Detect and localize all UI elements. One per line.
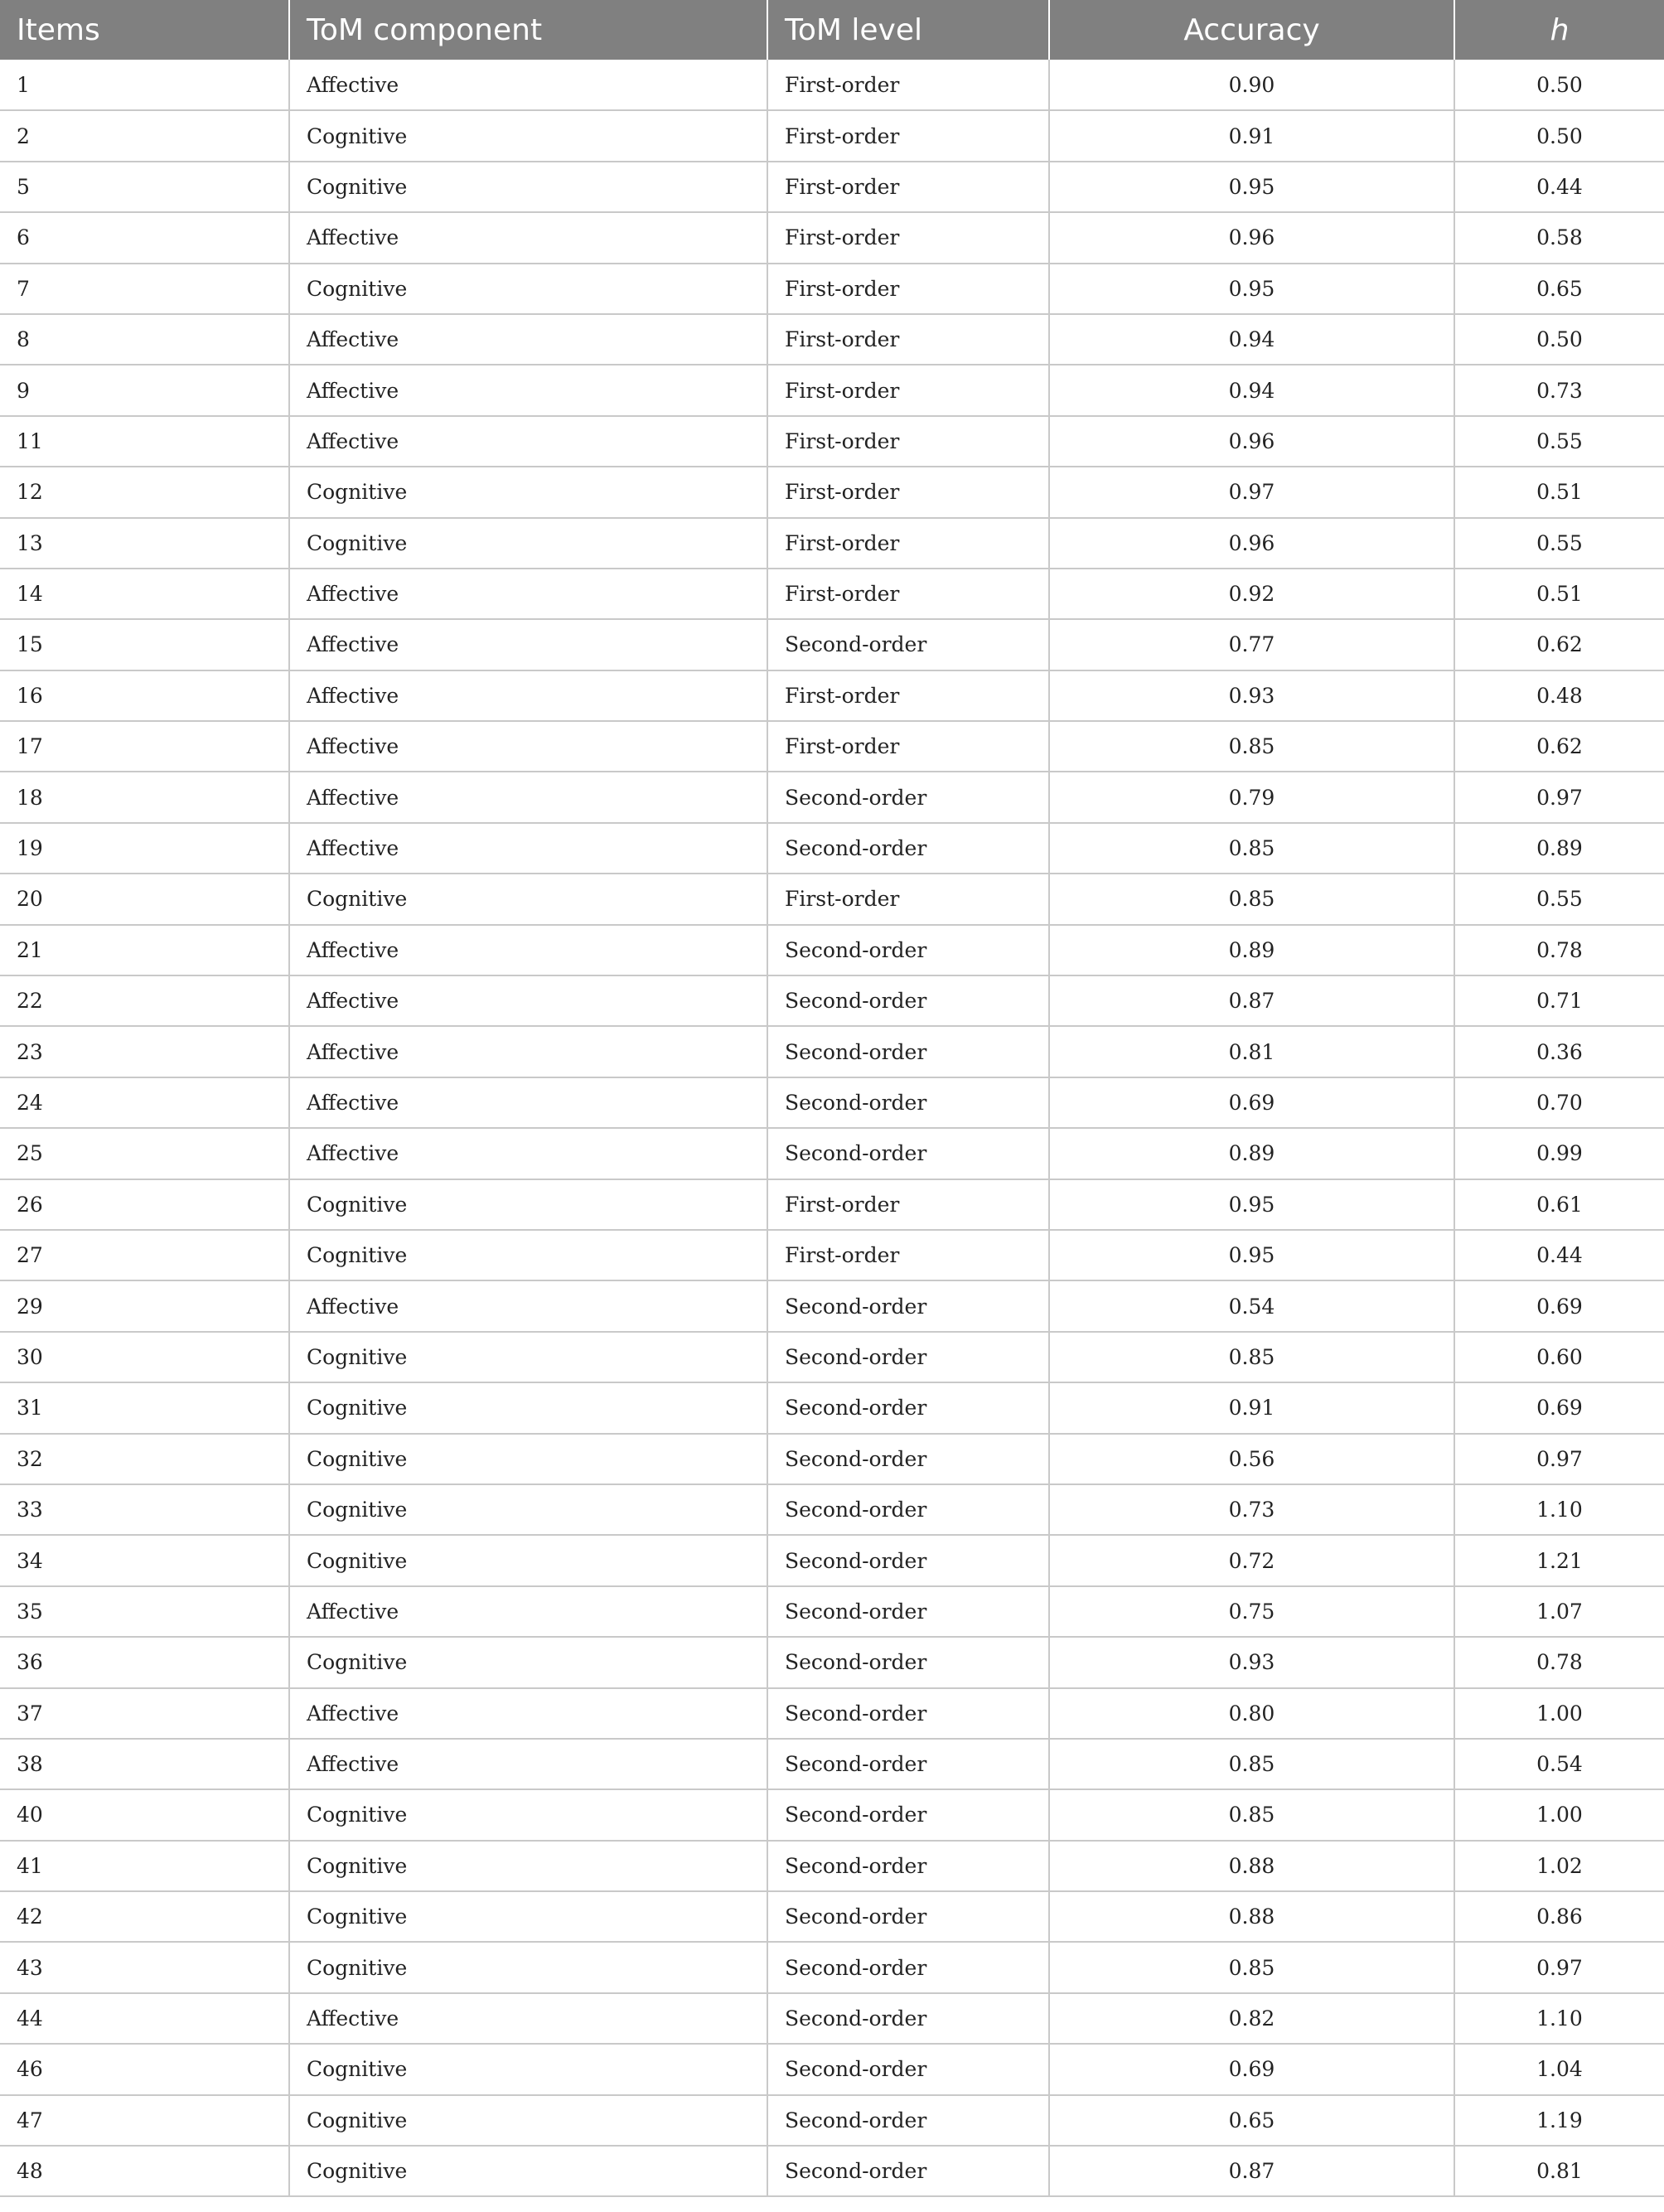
tom-component-cell: Affective xyxy=(289,925,767,975)
item-cell: 36 xyxy=(0,1637,289,1687)
table-row xyxy=(0,416,1664,467)
item-cell: 15 xyxy=(0,619,289,670)
accuracy-cell: 0.85 xyxy=(1049,874,1454,924)
header-tom-level: ToM level xyxy=(767,0,1049,60)
tom-component-cell: Cognitive xyxy=(289,1942,767,1992)
tom-component-cell: Affective xyxy=(289,212,767,263)
header-items: Items xyxy=(0,0,289,60)
tom-level-cell: First-order xyxy=(767,1179,1049,1230)
accuracy-cell: 0.72 xyxy=(1049,1535,1454,1585)
tom-level-cell: First-order xyxy=(767,365,1049,415)
table-row xyxy=(0,1230,1664,1280)
h-cell: 0.69 xyxy=(1454,1280,1664,1331)
table-row xyxy=(0,1789,1664,1840)
table-row xyxy=(0,467,1664,517)
h-cell: 0.97 xyxy=(1454,772,1664,822)
h-cell: 0.89 xyxy=(1454,823,1664,874)
accuracy-cell: 0.73 xyxy=(1049,1484,1454,1535)
tom-level-cell: Second-order xyxy=(767,1739,1049,1789)
tom-component-cell: Cognitive xyxy=(289,1484,767,1535)
accuracy-cell: 0.96 xyxy=(1049,212,1454,263)
item-cell: 14 xyxy=(0,569,289,619)
h-cell: 0.73 xyxy=(1454,365,1664,415)
tom-component-cell: Affective xyxy=(289,314,767,365)
tom-level-cell: Second-order xyxy=(767,1484,1049,1535)
accuracy-cell: 0.69 xyxy=(1049,2044,1454,2094)
h-cell: 1.00 xyxy=(1454,1688,1664,1739)
tom-level-cell: Second-order xyxy=(767,2044,1049,2094)
accuracy-cell: 0.95 xyxy=(1049,162,1454,212)
tom-level-cell: Second-order xyxy=(767,925,1049,975)
h-cell: 0.62 xyxy=(1454,721,1664,772)
accuracy-cell: 0.69 xyxy=(1049,1077,1454,1128)
accuracy-cell: 0.92 xyxy=(1049,569,1454,619)
accuracy-cell: 0.95 xyxy=(1049,1230,1454,1280)
tom-component-cell: Cognitive xyxy=(289,2095,767,2146)
tom-level-cell: Second-order xyxy=(767,1535,1049,1585)
accuracy-cell: 0.91 xyxy=(1049,1382,1454,1433)
tom-component-cell: Affective xyxy=(289,365,767,415)
tom-level-cell: First-order xyxy=(767,874,1049,924)
tom-level-cell: First-order xyxy=(767,314,1049,365)
h-cell: 0.51 xyxy=(1454,467,1664,517)
h-cell: 0.97 xyxy=(1454,1434,1664,1484)
h-cell: 0.97 xyxy=(1454,1942,1664,1992)
tom-component-cell: Affective xyxy=(289,1688,767,1739)
table-row xyxy=(0,2095,1664,2146)
table-row xyxy=(0,721,1664,772)
accuracy-cell: 0.80 xyxy=(1049,1688,1454,1739)
item-cell: 20 xyxy=(0,874,289,924)
tom-component-cell: Cognitive xyxy=(289,1434,767,1484)
table-row xyxy=(0,1891,1664,1942)
accuracy-cell: 0.85 xyxy=(1049,1332,1454,1382)
table-row xyxy=(0,1280,1664,1331)
tom-level-cell: Second-order xyxy=(767,1688,1049,1739)
tom-component-cell: Cognitive xyxy=(289,1637,767,1687)
accuracy-cell: 0.85 xyxy=(1049,1942,1454,1992)
table-row xyxy=(0,314,1664,365)
h-cell: 0.44 xyxy=(1454,1230,1664,1280)
table-row xyxy=(0,212,1664,263)
table-row xyxy=(0,365,1664,415)
h-cell: 0.62 xyxy=(1454,619,1664,670)
item-cell: 24 xyxy=(0,1077,289,1128)
tom-component-cell: Cognitive xyxy=(289,162,767,212)
tom-level-cell: First-order xyxy=(767,1230,1049,1280)
accuracy-cell: 0.77 xyxy=(1049,619,1454,670)
table-row xyxy=(0,162,1664,212)
h-cell: 0.50 xyxy=(1454,314,1664,365)
table-row xyxy=(0,772,1664,822)
tom-level-cell: Second-order xyxy=(767,1128,1049,1179)
h-cell: 1.21 xyxy=(1454,1535,1664,1585)
accuracy-cell: 0.88 xyxy=(1049,1891,1454,1942)
table-row xyxy=(0,975,1664,1026)
item-cell: 23 xyxy=(0,1026,289,1077)
accuracy-cell: 0.87 xyxy=(1049,975,1454,1026)
h-cell: 1.19 xyxy=(1454,2095,1664,2146)
tom-level-cell: First-order xyxy=(767,569,1049,619)
h-cell: 0.71 xyxy=(1454,975,1664,1026)
table-header-row xyxy=(0,0,1664,60)
table-row xyxy=(0,1942,1664,1992)
table-body xyxy=(0,60,1664,2196)
tom-component-cell: Affective xyxy=(289,975,767,1026)
table-row xyxy=(0,670,1664,721)
tom-component-cell: Affective xyxy=(289,721,767,772)
tom-component-cell: Affective xyxy=(289,772,767,822)
item-cell: 31 xyxy=(0,1382,289,1433)
tom-component-cell: Affective xyxy=(289,60,767,110)
table-row xyxy=(0,1026,1664,1077)
tom-component-cell: Affective xyxy=(289,1586,767,1637)
accuracy-cell: 0.85 xyxy=(1049,1789,1454,1840)
table-row xyxy=(0,2146,1664,2196)
tom-component-cell: Affective xyxy=(289,619,767,670)
table-row xyxy=(0,264,1664,314)
item-cell: 6 xyxy=(0,212,289,263)
tom-component-cell: Cognitive xyxy=(289,1891,767,1942)
tom-level-cell: Second-order xyxy=(767,772,1049,822)
item-cell: 27 xyxy=(0,1230,289,1280)
tom-level-cell: Second-order xyxy=(767,823,1049,874)
accuracy-cell: 0.94 xyxy=(1049,365,1454,415)
tom-component-cell: Cognitive xyxy=(289,1535,767,1585)
table-row xyxy=(0,1332,1664,1382)
table-row xyxy=(0,1128,1664,1179)
h-cell: 0.50 xyxy=(1454,60,1664,110)
h-cell: 0.78 xyxy=(1454,925,1664,975)
header-tom-component: ToM component xyxy=(289,0,767,60)
item-cell: 44 xyxy=(0,1993,289,2044)
tom-component-cell: Affective xyxy=(289,670,767,721)
h-cell: 0.99 xyxy=(1454,1128,1664,1179)
accuracy-cell: 0.96 xyxy=(1049,416,1454,467)
item-cell: 29 xyxy=(0,1280,289,1331)
accuracy-cell: 0.96 xyxy=(1049,518,1454,569)
tom-level-cell: First-order xyxy=(767,416,1049,467)
item-cell: 11 xyxy=(0,416,289,467)
item-cell: 34 xyxy=(0,1535,289,1585)
tom-component-cell: Affective xyxy=(289,416,767,467)
tom-component-cell: Affective xyxy=(289,823,767,874)
item-cell: 22 xyxy=(0,975,289,1026)
accuracy-cell: 0.88 xyxy=(1049,1841,1454,1891)
accuracy-cell: 0.89 xyxy=(1049,1128,1454,1179)
h-cell: 0.86 xyxy=(1454,1891,1664,1942)
h-cell: 0.70 xyxy=(1454,1077,1664,1128)
h-cell: 0.51 xyxy=(1454,569,1664,619)
table-row xyxy=(0,925,1664,975)
tom-level-cell: First-order xyxy=(767,162,1049,212)
tom-level-cell: Second-order xyxy=(767,1434,1049,1484)
item-cell: 32 xyxy=(0,1434,289,1484)
tom-component-cell: Affective xyxy=(289,1077,767,1128)
tom-component-cell: Cognitive xyxy=(289,264,767,314)
accuracy-cell: 0.79 xyxy=(1049,772,1454,822)
tom-level-cell: First-order xyxy=(767,212,1049,263)
item-cell: 19 xyxy=(0,823,289,874)
item-cell: 26 xyxy=(0,1179,289,1230)
table-row xyxy=(0,1586,1664,1637)
tom-component-cell: Affective xyxy=(289,1993,767,2044)
tom-component-cell: Affective xyxy=(289,1280,767,1331)
tom-level-cell: Second-order xyxy=(767,1891,1049,1942)
table-row xyxy=(0,1637,1664,1687)
table-row xyxy=(0,110,1664,161)
accuracy-cell: 0.97 xyxy=(1049,467,1454,517)
item-cell: 43 xyxy=(0,1942,289,1992)
tom-level-cell: Second-order xyxy=(767,1382,1049,1433)
tom-component-cell: Affective xyxy=(289,1026,767,1077)
h-cell: 0.55 xyxy=(1454,874,1664,924)
item-cell: 40 xyxy=(0,1789,289,1840)
tom-component-cell: Cognitive xyxy=(289,2146,767,2196)
table-row xyxy=(0,1739,1664,1789)
tom-level-cell: First-order xyxy=(767,518,1049,569)
tom-component-cell: Cognitive xyxy=(289,1230,767,1280)
h-cell: 0.60 xyxy=(1454,1332,1664,1382)
header-accuracy: Accuracy xyxy=(1049,0,1454,60)
item-cell: 12 xyxy=(0,467,289,517)
h-cell: 0.78 xyxy=(1454,1637,1664,1687)
table-row xyxy=(0,619,1664,670)
tom-component-cell: Cognitive xyxy=(289,1332,767,1382)
item-cell: 37 xyxy=(0,1688,289,1739)
item-cell: 48 xyxy=(0,2146,289,2196)
h-cell: 0.55 xyxy=(1454,416,1664,467)
h-cell: 1.02 xyxy=(1454,1841,1664,1891)
h-cell: 0.50 xyxy=(1454,110,1664,161)
tom-level-cell: First-order xyxy=(767,110,1049,161)
tom-component-cell: Cognitive xyxy=(289,2044,767,2094)
accuracy-cell: 0.95 xyxy=(1049,264,1454,314)
tom-level-cell: Second-order xyxy=(767,619,1049,670)
item-cell: 9 xyxy=(0,365,289,415)
tom-component-cell: Affective xyxy=(289,1128,767,1179)
tom-level-cell: First-order xyxy=(767,670,1049,721)
accuracy-cell: 0.89 xyxy=(1049,925,1454,975)
table-row xyxy=(0,518,1664,569)
item-cell: 13 xyxy=(0,518,289,569)
accuracy-cell: 0.75 xyxy=(1049,1586,1454,1637)
accuracy-cell: 0.85 xyxy=(1049,721,1454,772)
tom-component-cell: Cognitive xyxy=(289,874,767,924)
item-cell: 16 xyxy=(0,670,289,721)
h-cell: 1.10 xyxy=(1454,1484,1664,1535)
tom-level-cell: Second-order xyxy=(767,1280,1049,1331)
h-cell: 1.10 xyxy=(1454,1993,1664,2044)
h-cell: 0.54 xyxy=(1454,1739,1664,1789)
tom-level-cell: First-order xyxy=(767,60,1049,110)
table-row xyxy=(0,823,1664,874)
accuracy-cell: 0.87 xyxy=(1049,2146,1454,2196)
accuracy-cell: 0.93 xyxy=(1049,670,1454,721)
table-row xyxy=(0,2044,1664,2094)
header-h: h xyxy=(1454,0,1664,60)
table-row xyxy=(0,1688,1664,1739)
table-row xyxy=(0,1434,1664,1484)
item-cell: 33 xyxy=(0,1484,289,1535)
h-cell: 0.58 xyxy=(1454,212,1664,263)
accuracy-cell: 0.56 xyxy=(1049,1434,1454,1484)
tom-level-cell: Second-order xyxy=(767,1077,1049,1128)
item-cell: 7 xyxy=(0,264,289,314)
table-row xyxy=(0,1993,1664,2044)
tom-component-cell: Affective xyxy=(289,569,767,619)
tom-component-cell: Affective xyxy=(289,1739,767,1789)
tom-level-cell: Second-order xyxy=(767,1993,1049,2044)
accuracy-cell: 0.95 xyxy=(1049,1179,1454,1230)
table-row xyxy=(0,60,1664,110)
accuracy-cell: 0.93 xyxy=(1049,1637,1454,1687)
tom-level-cell: Second-order xyxy=(767,2095,1049,2146)
tom-level-cell: Second-order xyxy=(767,1026,1049,1077)
accuracy-cell: 0.81 xyxy=(1049,1026,1454,1077)
accuracy-cell: 0.82 xyxy=(1049,1993,1454,2044)
item-cell: 18 xyxy=(0,772,289,822)
tom-component-cell: Cognitive xyxy=(289,518,767,569)
tom-component-cell: Cognitive xyxy=(289,110,767,161)
h-cell: 1.00 xyxy=(1454,1789,1664,1840)
h-cell: 0.65 xyxy=(1454,264,1664,314)
item-cell: 5 xyxy=(0,162,289,212)
accuracy-cell: 0.90 xyxy=(1049,60,1454,110)
table-row xyxy=(0,1841,1664,1891)
accuracy-cell: 0.91 xyxy=(1049,110,1454,161)
tom-level-cell: First-order xyxy=(767,721,1049,772)
item-cell: 25 xyxy=(0,1128,289,1179)
tom-level-cell: Second-order xyxy=(767,2146,1049,2196)
item-cell: 46 xyxy=(0,2044,289,2094)
item-cell: 8 xyxy=(0,314,289,365)
item-cell: 30 xyxy=(0,1332,289,1382)
item-cell: 42 xyxy=(0,1891,289,1942)
h-cell: 1.04 xyxy=(1454,2044,1664,2094)
tom-level-cell: Second-order xyxy=(767,1942,1049,1992)
h-cell: 0.48 xyxy=(1454,670,1664,721)
accuracy-cell: 0.85 xyxy=(1049,823,1454,874)
h-cell: 0.36 xyxy=(1454,1026,1664,1077)
tom-level-cell: Second-order xyxy=(767,975,1049,1026)
tom-component-cell: Cognitive xyxy=(289,1382,767,1433)
tom-level-cell: Second-order xyxy=(767,1637,1049,1687)
tom-component-cell: Cognitive xyxy=(289,1841,767,1891)
tom-component-cell: Cognitive xyxy=(289,1789,767,1840)
accuracy-cell: 0.54 xyxy=(1049,1280,1454,1331)
table-row xyxy=(0,1179,1664,1230)
table-row xyxy=(0,1484,1664,1535)
item-cell: 38 xyxy=(0,1739,289,1789)
h-cell: 0.69 xyxy=(1454,1382,1664,1433)
item-cell: 35 xyxy=(0,1586,289,1637)
tom-level-cell: Second-order xyxy=(767,1841,1049,1891)
item-cell: 21 xyxy=(0,925,289,975)
accuracy-cell: 0.65 xyxy=(1049,2095,1454,2146)
accuracy-cell: 0.85 xyxy=(1049,1739,1454,1789)
tom-level-cell: Second-order xyxy=(767,1789,1049,1840)
tom-component-cell: Cognitive xyxy=(289,1179,767,1230)
h-cell: 0.81 xyxy=(1454,2146,1664,2196)
tom-level-cell: First-order xyxy=(767,467,1049,517)
accuracy-cell: 0.94 xyxy=(1049,314,1454,365)
item-cell: 41 xyxy=(0,1841,289,1891)
item-cell: 1 xyxy=(0,60,289,110)
h-cell: 0.61 xyxy=(1454,1179,1664,1230)
h-cell: 1.07 xyxy=(1454,1586,1664,1637)
tom-level-cell: First-order xyxy=(767,264,1049,314)
table-row xyxy=(0,1382,1664,1433)
h-cell: 0.44 xyxy=(1454,162,1664,212)
table-row xyxy=(0,874,1664,924)
tom-component-cell: Cognitive xyxy=(289,467,767,517)
table-row xyxy=(0,569,1664,619)
table-row xyxy=(0,1535,1664,1585)
h-cell: 0.55 xyxy=(1454,518,1664,569)
item-cell: 17 xyxy=(0,721,289,772)
tom-level-cell: Second-order xyxy=(767,1332,1049,1382)
table-row xyxy=(0,1077,1664,1128)
item-cell: 47 xyxy=(0,2095,289,2146)
tom-level-cell: Second-order xyxy=(767,1586,1049,1637)
item-cell: 2 xyxy=(0,110,289,161)
